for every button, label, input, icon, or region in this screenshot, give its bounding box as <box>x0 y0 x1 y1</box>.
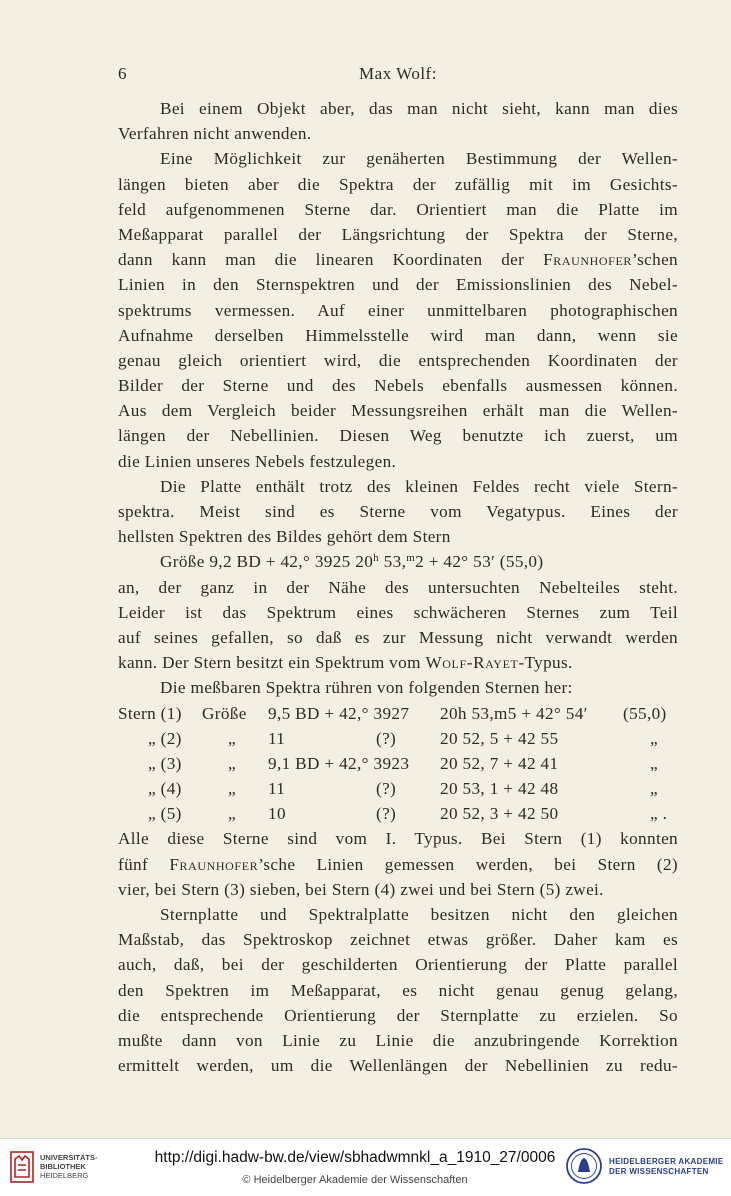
text-line: an, der ganz in der Nähe des untersuchten Nebelteiles steht. <box>118 577 678 597</box>
text-line: spektrums vermessen. Auf einer unmittelbaren photographischen <box>118 300 678 320</box>
ub-lion-icon <box>10 1151 34 1183</box>
text-line: Die meßbaren Spektra rühren von folgenden Sternen her: <box>160 678 573 698</box>
star-formula <box>118 549 678 574</box>
copyright-notice: © Heidelberger Akademie der Wissenschaften <box>242 1174 468 1186</box>
text-line: Linien in den Sternspektren und der Emissionslinien des Nebel- <box>118 275 678 295</box>
star-table <box>118 701 678 827</box>
table-row <box>118 776 678 801</box>
text-line: längen der Nebellinien. Diesen Weg benutzte ich zuerst, um <box>118 426 678 446</box>
table-cell: „ <box>228 804 236 824</box>
ub-logo-line: UNIVERSITÄTS- <box>40 1153 98 1162</box>
text-line: mußte dann von Linie zu Linie die anzubringende Korrektion <box>118 1030 678 1050</box>
text-line: auch, daß, bei der geschilderten Orientierung der Platte parallel <box>118 955 678 975</box>
text-line: den Spektren im Meßapparat, es nicht genau genug gelang, <box>118 980 678 1000</box>
formula-text: Größe 9,2 BD + 42,° 3925 20 <box>160 552 374 572</box>
table-cell: 20h 53,m5 + 42° 54′ <box>440 703 588 723</box>
table-cell: (55,0) <box>623 703 667 723</box>
table-cell: (?) <box>376 804 397 824</box>
table-cell: 11 <box>268 728 286 748</box>
text-line: die Linien unseres Nebels festzulegen. <box>118 451 397 471</box>
table-cell: 20 52, 5 + 42 55 <box>440 728 559 748</box>
table-cell: 20 53, 1 + 42 48 <box>440 779 559 799</box>
text-line: Aufnahme derselben Himmelsstelle wird man dann, wenn sie <box>118 325 678 345</box>
table-cell: Stern (1) <box>118 703 182 723</box>
ub-logo-text <box>40 1153 98 1180</box>
table-row <box>118 801 678 826</box>
formula-sup-h: h <box>373 552 380 565</box>
formula-sup-m: m <box>406 552 416 565</box>
table-row <box>118 726 678 751</box>
text-fragment: ’sche Linien gemessen werden, bei Stern (2) <box>258 854 678 874</box>
text-line-fraunhofer <box>118 247 678 272</box>
text-line: vier, bei Stern (3) sieben, bei Stern (4) zwei und bei Stern (5) zwei. <box>118 879 604 899</box>
running-head-author: Max Wolf: <box>359 64 437 83</box>
table-cell: 11 <box>268 779 286 799</box>
page-number: 6 <box>118 64 127 83</box>
text-line: Aus dem Vergleich beider Messungsreihen erhält man die Wellen- <box>118 401 678 421</box>
body-text <box>118 96 678 1078</box>
table-cell: 10 <box>268 804 286 824</box>
text-line: feld aufgenommenen Sterne dar. Orientiert man die Platte im <box>118 199 678 219</box>
page-header <box>118 64 678 88</box>
permalink-url[interactable]: http://digi.hadw-bw.de/view/sbhadwmnkl_a_1910_27/0006 <box>154 1149 556 1166</box>
text-fragment: kann. Der Stern besitzt ein Spektrum vom <box>118 653 421 673</box>
text-fragment: fünf <box>118 854 149 874</box>
text-fragment: dann kann man die linearen Koordinaten der <box>118 250 525 270</box>
text-line: genau gleich orientiert wird, die entsprechenden Koordinaten der <box>118 350 678 370</box>
table-cell: „ (5) <box>148 804 182 824</box>
table-row <box>118 701 678 726</box>
table-row <box>118 751 678 776</box>
text-line: Sternplatte und Spektralplatte besitzen nicht den gleichen <box>160 905 678 924</box>
text-line: hellsten Spektren des Bildes gehört dem Stern <box>118 527 451 547</box>
table-cell: Größe <box>202 703 247 723</box>
table-cell: „ (2) <box>148 728 182 748</box>
text-line: Leider ist das Spektrum eines schwächeren Sternes zum Teil <box>118 602 678 622</box>
text-line: längen bieten aber die Spektra der zufällig mit im Gesichts- <box>118 174 678 194</box>
formula-text: 2 + 42° 53′ (55,0) <box>415 552 544 572</box>
text-line: Maßstab, das Spektroskop zeichnet etwas größer. Daher kam es <box>118 930 678 950</box>
name-fraunhofer: Fraunhofer <box>169 854 259 874</box>
academy-logo-line: DER WISSENSCHAFTEN <box>609 1167 709 1176</box>
table-cell: „ <box>650 728 658 748</box>
academy-logo[interactable] <box>565 1147 727 1187</box>
ub-logo-line: BIBLIOTHEK <box>40 1162 86 1171</box>
ub-logo-line: HEIDELBERG <box>40 1171 89 1180</box>
text-line-wolf-rayet <box>118 650 678 675</box>
text-line: Bilder der Sterne und des Nebels ebenfalls ausmessen können. <box>118 376 678 396</box>
text-line: Alle diese Sterne sind vom I. Typus. Bei Stern (1) konnten <box>118 829 678 849</box>
text-line: auf seines gefallen, so daß es zur Messung nicht verwandt werden <box>118 627 678 647</box>
table-cell: „ (3) <box>148 753 182 773</box>
text-line-fraunhofer <box>118 852 678 877</box>
text-line: Verfahren nicht anwenden. <box>118 124 312 144</box>
text-line: die entsprechende Orientierung der Sternplatte zu erzielen. So <box>118 1005 678 1025</box>
table-cell: „ <box>228 779 236 799</box>
text-line: Die Platte enthält trotz des kleinen Feldes recht viele Stern- <box>160 476 678 496</box>
table-cell: (?) <box>376 779 397 799</box>
text-fragment: ’schen <box>631 250 678 270</box>
table-cell: (?) <box>376 728 397 748</box>
table-cell: „ . <box>650 804 668 824</box>
name-fraunhofer: Fraunhofer <box>543 250 632 270</box>
table-cell: 9,1 BD + 42,° 3923 <box>268 753 410 773</box>
viewer-footer <box>0 1138 731 1196</box>
text-line: Eine Möglichkeit zur genäherten Bestimmung der Wellen- <box>160 149 678 169</box>
table-cell: 9,5 BD + 42,° 3927 <box>268 703 410 723</box>
name-wolf-rayet: Wolf-Rayet <box>425 653 519 673</box>
text-line: Meßapparat parallel der Längsrichtung der Spektra der Sterne, <box>118 224 678 244</box>
formula-text: 53, <box>379 552 407 572</box>
text-fragment: -Typus. <box>518 653 573 673</box>
text-line: spektra. Meist sind es Sterne vom Vegatypus. Eines der <box>118 502 678 521</box>
academy-logo-text <box>609 1157 723 1177</box>
text-line: Bei einem Objekt aber, das man nicht sieht, kann man dies <box>160 99 678 118</box>
table-cell: 20 52, 3 + 42 50 <box>440 804 559 824</box>
academy-logo-line: HEIDELBERGER AKADEMIE <box>609 1157 724 1166</box>
university-library-logo[interactable] <box>10 1151 130 1183</box>
table-cell: „ <box>650 753 658 773</box>
table-cell: „ <box>650 779 658 799</box>
academy-seal-icon <box>565 1147 603 1185</box>
table-cell: „ <box>228 753 236 773</box>
text-line: ermittelt werden, um die Wellenlängen der Nebellinien zu redu- <box>118 1056 678 1076</box>
table-cell: 20 52, 7 + 42 41 <box>440 753 559 773</box>
table-cell: „ (4) <box>148 779 182 799</box>
table-cell: „ <box>228 728 236 748</box>
